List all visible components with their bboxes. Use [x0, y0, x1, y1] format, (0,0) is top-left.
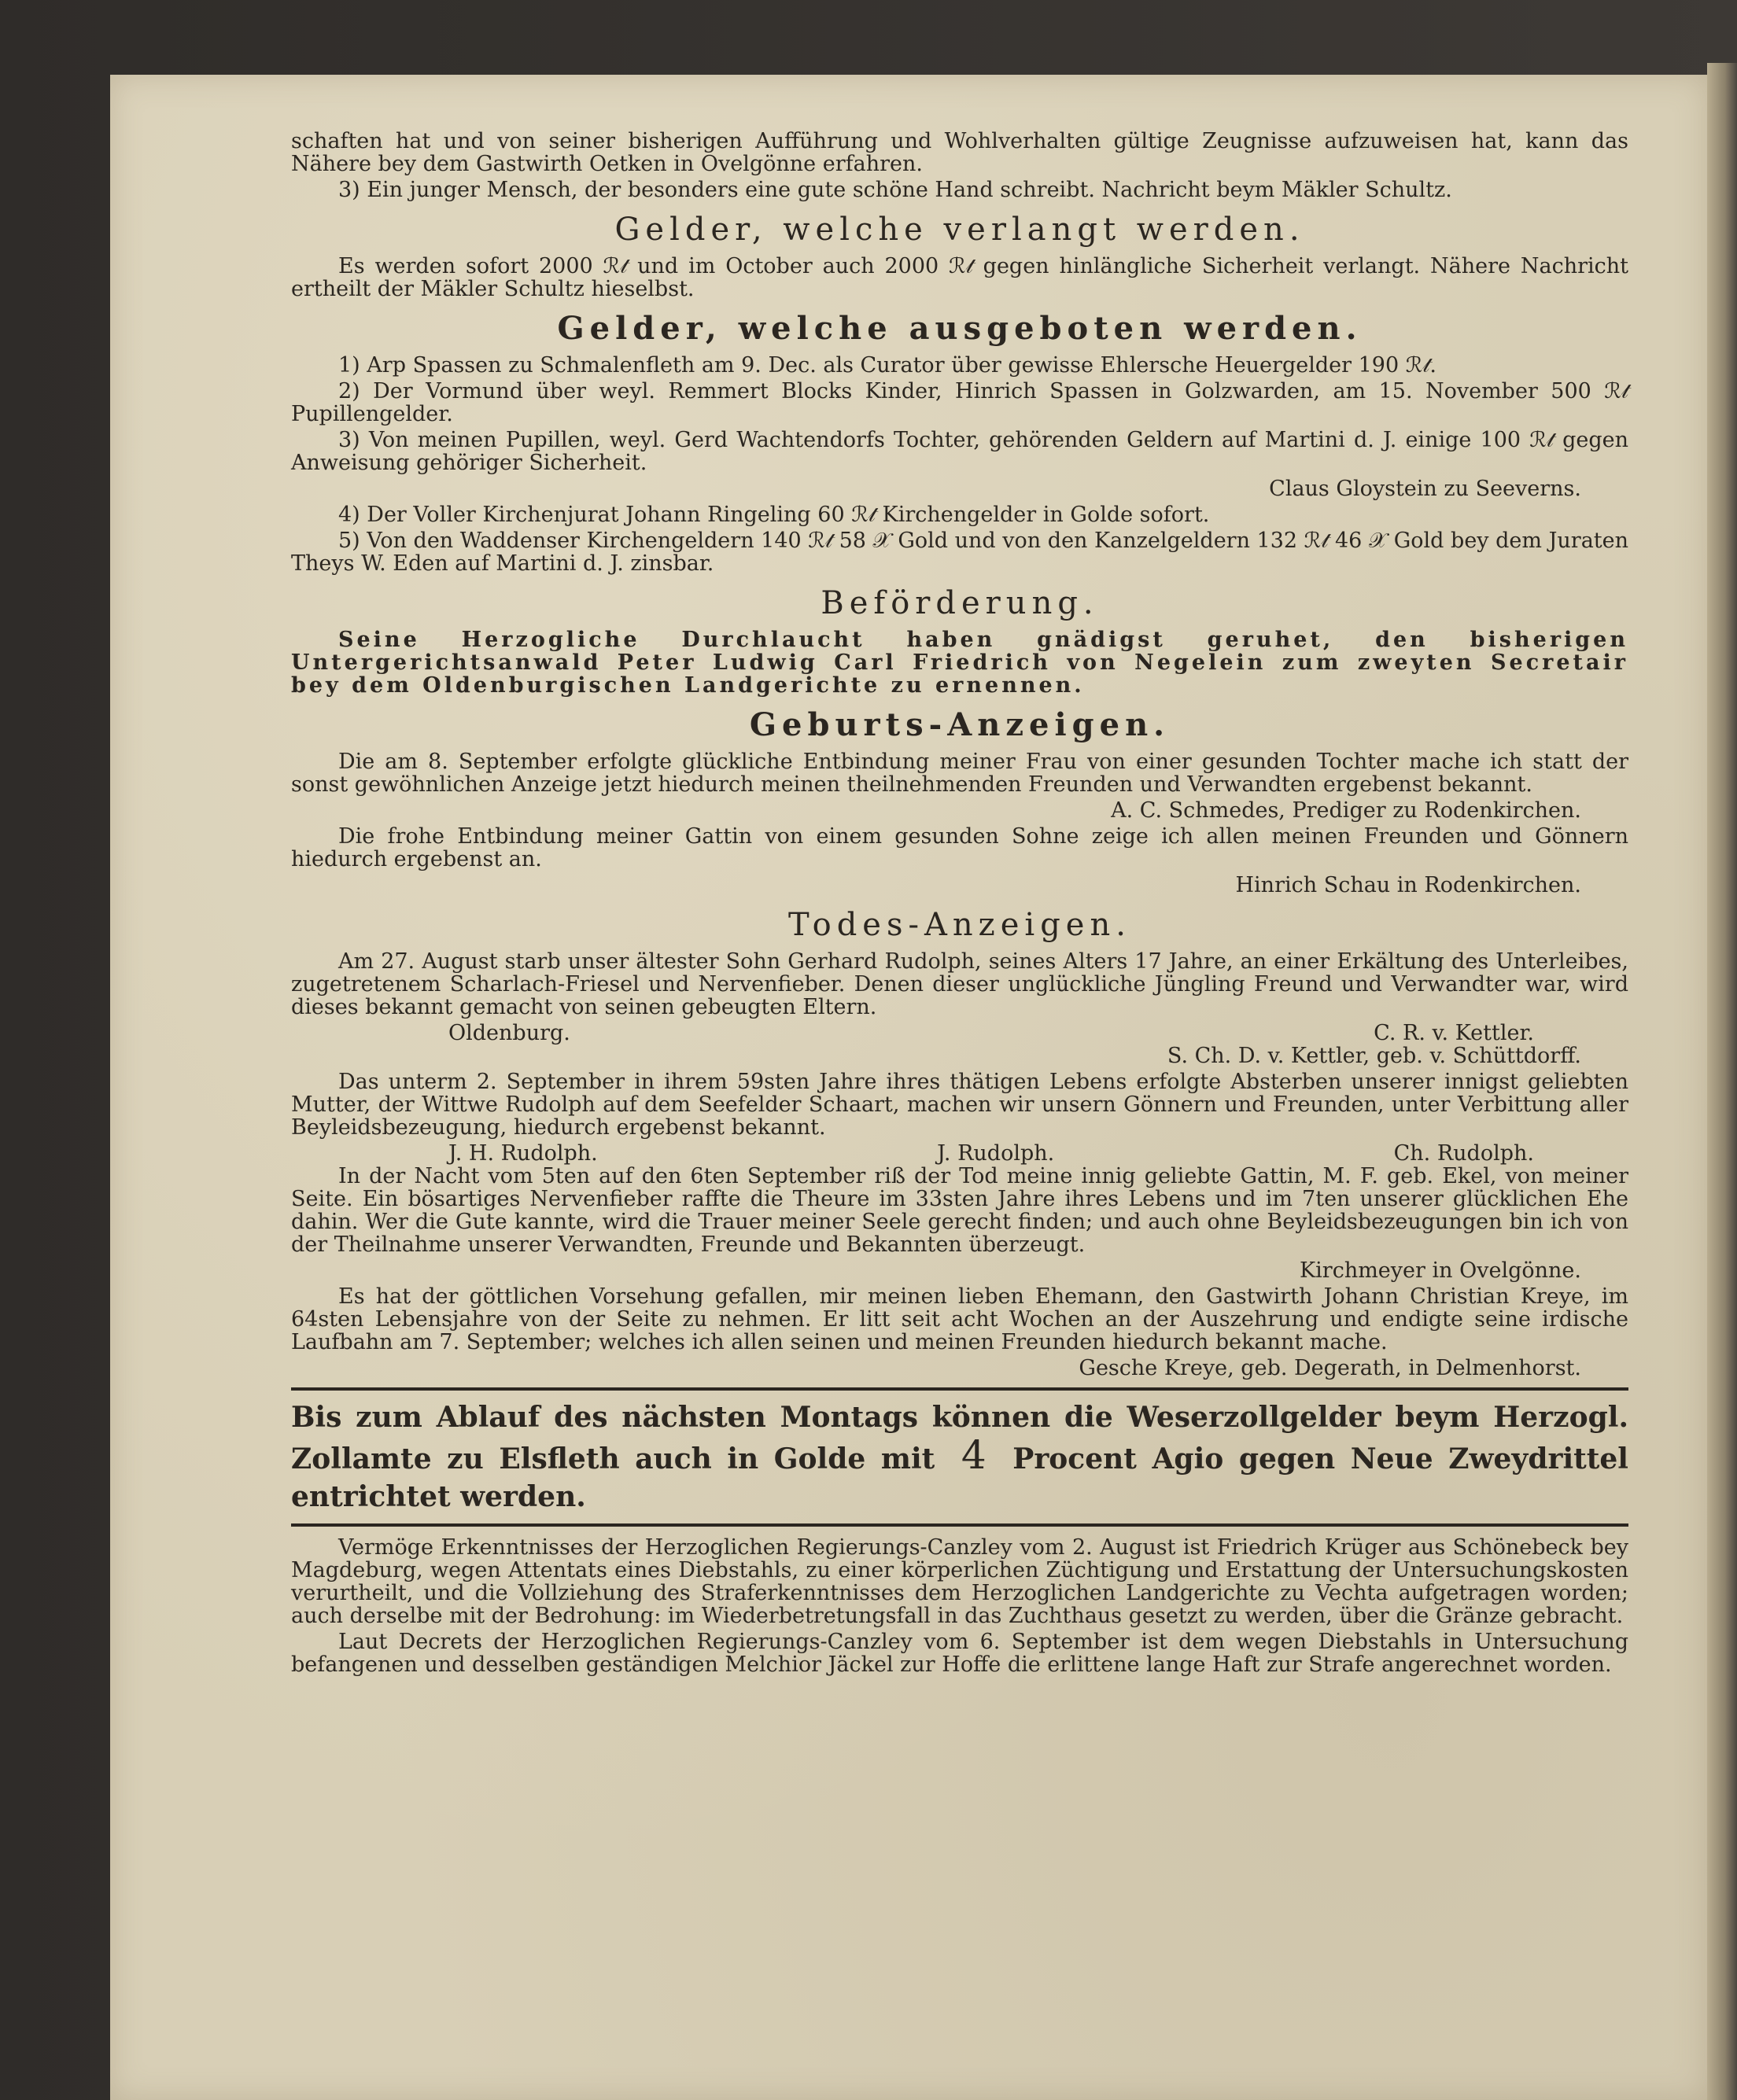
signature: Claus Gloystein zu Seeverns. [1269, 477, 1581, 501]
list-item: 3) Von meinen Pupillen, weyl. Gerd Wachtendorfs Tochter, gehörenden Geldern auf Martini d. J. einige 100 ℛ𝓉 gegen Anweisung gehöriger Sicherheit. [291, 428, 1628, 475]
signature: Ch. Rudolph. [1393, 1141, 1534, 1166]
list-item: 1) Arp Spassen zu Schmalenfleth am 9. Dec. als Curator über gewisse Ehlersche Heuergelder 190 ℛ𝓉. [338, 353, 1437, 378]
signature: Kirchmeyer in Ovelgönne. [1299, 1258, 1581, 1283]
judgment-notice: Laut Decrets der Herzoglichen Regierungs-Canzley vom 6. September ist dem wegen Diebstahls in Untersuchung befangenen und desselben geständigen Melchior Jäckel zur Hoffe die erlittene lange Haft zur Strafe angerechnet worden. [291, 1630, 1628, 1677]
death-notice: In der Nacht vom 5ten auf den 6ten September riß der Tod meine innig geliebte Gattin, M. F. geb. Ekel, von meiner Seite. Ein bösartiges Nervenfieber raffte die Theure im 33sten Jahre ihres Lebens und im 7ten unserer glücklichen Ehe dahin. Wer die Gute kannte, wird die Trauer meiner Seele gerecht finden; und auch ohne Beyleidsbezeugungen bin ich von der Theilnahme unserer Verwandten, Freunde und Bekannten überzeugt. [291, 1164, 1628, 1257]
birth-notice: Die am 8. September erfolgte glückliche Entbindung meiner Frau von einer gesunden Tochter mache ich statt der sonst gewöhnlichen Anzeige jetzt hiedurch meinen theilnehmenden Freunden und Verwandten ergebenst bekannt. [291, 750, 1628, 797]
signature: C. R. v. Kettler. [1374, 1021, 1534, 1045]
text-befoerderung: Seine Herzogliche Durchlaucht haben gnädigst geruhet, den bisherigen Untergerichtsanwald Peter Ludwig Carl Friedrich von Negelein zum zweyten Secretair bey dem Oldenburgischen Landgerichte zu ernennen. [291, 628, 1628, 698]
next-page-edge [1707, 63, 1737, 2100]
heading-befoerderung: Beförderung. [821, 585, 1099, 621]
intro-item-3: 3) Ein junger Mensch, der besonders eine gute schöne Hand schreibt. Nachricht beym Mäkler Schultz. [338, 178, 1452, 202]
death-notice: Es hat der göttlichen Vorsehung gefallen, mir meinen lieben Ehemann, den Gastwirth Johann Christian Kreye, im 64sten Lebensjahre von der Seite zu nehmen. Er litt seit acht Wochen an der Auszehrung und endigte seine irdische Laufbahn am 7. September; welches ich allen seinen und meinen Freunden hiedurch bekannt mache. [291, 1284, 1628, 1354]
signature: S. Ch. D. v. Kettler, geb. v. Schüttdorff. [1167, 1044, 1581, 1068]
list-item: 5) Von den Waddenser Kirchengeldern 140 ℛ𝓉 58 𝒳 Gold und von den Kanzelgeldern 132 ℛ𝓉 46 𝒳 Gold bey dem Juraten Theys W. Eden auf Martini d. J. zinsbar. [291, 529, 1629, 576]
toll-notice [291, 1398, 1628, 1516]
signature: Gesche Kreye, geb. Degerath, in Delmenhorst. [1079, 1356, 1581, 1380]
signature: J. H. Rudolph. [448, 1141, 598, 1166]
toll-notice-percent: 4 [961, 1432, 987, 1478]
signature: Hinrich Schau in Rodenkirchen. [1235, 873, 1581, 897]
list-item: 4) Der Voller Kirchenjurat Johann Ringeling 60 ℛ𝓉 Kirchengelder in Golde sofort. [338, 503, 1210, 527]
place-name: Oldenburg. [448, 1021, 570, 1045]
birth-notice: Die frohe Entbindung meiner Gattin von einem gesunden Sohne zeige ich allen meinen Freunden und Gönnern hiedurch ergebenst an. [291, 824, 1628, 871]
divider [291, 1523, 1628, 1527]
text-gelder-verlangt: Es werden sofort 2000 ℛ𝓉 und im October auch 2000 ℛ𝓉 gegen hinlängliche Sicherheit verlangt. Nähere Nachricht ertheilt der Mäkler Schultz hieselbst. [291, 254, 1628, 301]
toll-notice-text-end: Procent Agio gegen Neue Zweydrittel entrichtet werden. [291, 1442, 1628, 1513]
page-content [291, 130, 1628, 1679]
toll-notice-text: Bis zum Ablauf des nächsten Montags können die Weserzollgelder beym Herzogl. Zollamte zu Elsfleth auch in Golde mit [291, 1401, 1628, 1476]
signature: A. C. Schmedes, Prediger zu Rodenkirchen. [1111, 798, 1581, 823]
death-notice: Das unterm 2. September in ihrem 59sten Jahre ihres thätigen Lebens erfolgte Absterben unserer innigst geliebten Mutter, der Wittwe Rudolph auf dem Seefelder Schaart, machen wir unsern Gönnern und Freunden, unter Verbittung aller Beyleidsbezeugung, hiedurch ergebenst bekannt. [291, 1070, 1628, 1140]
heading-gelder-ausgeboten: Gelder, welche ausgeboten werden. [557, 310, 1363, 347]
signature: J. Rudolph. [937, 1141, 1055, 1166]
signature-row [291, 1142, 1628, 1165]
divider [291, 1387, 1628, 1391]
death-notice: Am 27. August starb unser ältester Sohn Gerhard Rudolph, seines Alters 17 Jahre, an einer Erkältung des Unterleibes, zugetretenem Scharlach-Friesel und Nervenfieber. Denen dieser unglückliche Jüngling Freund und Verwandter war, wird dieses bekannt gemacht von seinen gebeugten Eltern. [291, 949, 1628, 1019]
judgment-section [291, 1536, 1628, 1676]
list-item: 2) Der Vormund über weyl. Remmert Blocks Kinder, Hinrich Spassen in Golzwarden, am 15. November 500 ℛ𝓉 Pupillengelder. [291, 379, 1628, 426]
intro-text: schaften hat und von seiner bisherigen Aufführung und Wohlverhalten gültige Zeugnisse aufzuweisen hat, kann das Nähere bey dem Gastwirth Oetken in Ovelgönne erfahren. [291, 129, 1628, 176]
heading-todes-anzeigen: Todes-Anzeigen. [788, 907, 1131, 943]
heading-geburts-anzeigen: Geburts-Anzeigen. [749, 706, 1171, 743]
heading-gelder-verlangt: Gelder, welche verlangt werden. [614, 212, 1305, 248]
signature-row [291, 1022, 1628, 1044]
judgment-notice: Vermöge Erkenntnisses der Herzoglichen Regierungs-Canzley vom 2. August ist Friedrich Krüger aus Schönebeck bey Magdeburg, wegen Attentats eines Diebstahls, zu einer körperlichen Züchtigung und Erstattung der Untersuchungskosten verurtheilt, und die Vollziehung des Straferkenntnisses dem Herzoglichen Landgerichte zu Vechta aufgetragen worden; auch derselbe mit der Bedrohung: im Wiederbetretungsfall in das Zuchthaus gesetzt zu werden, über die Gränze gebracht. [291, 1535, 1628, 1628]
